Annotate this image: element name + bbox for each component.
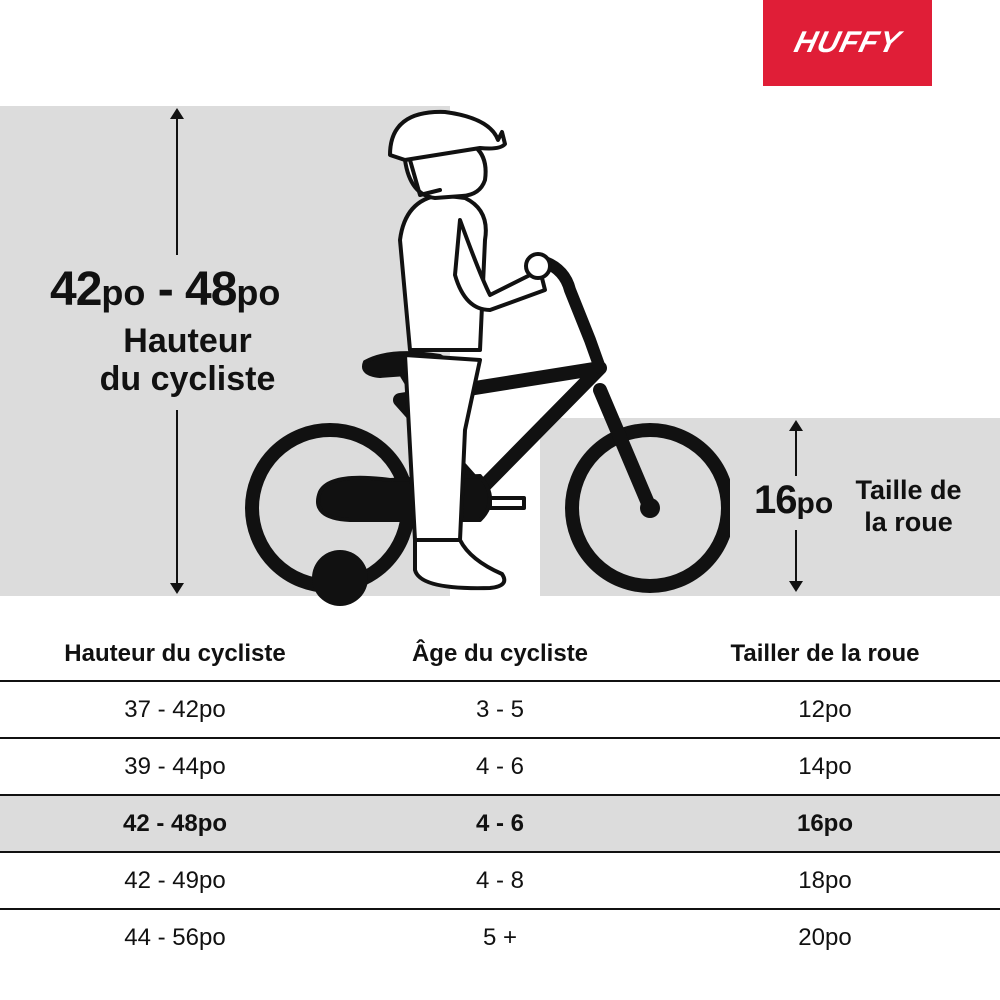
cell-wheel-size: 20po <box>798 923 852 951</box>
cell-rider-height: 42 - 48po <box>0 795 350 852</box>
rider-height-label: Hauteur du cycliste <box>99 322 276 398</box>
table-header-row <box>0 627 1000 681</box>
table-row <box>0 852 1000 909</box>
wheel-size-value: 16po <box>754 478 834 522</box>
cell-rider-age: 5 + <box>482 923 518 951</box>
table-row <box>0 738 1000 795</box>
table-row-highlighted <box>0 795 1000 852</box>
cell-wheel-size: 18po <box>650 852 1000 909</box>
child-with-bike-icon <box>240 100 730 610</box>
huffy-logo <box>763 0 932 86</box>
cell-rider-age: 4 - 6 <box>350 795 650 852</box>
cell-rider-age: 3 - 5 <box>350 681 650 738</box>
size-chart-table <box>0 627 1000 965</box>
cell-rider-age: 4 - 8 <box>350 852 650 909</box>
cell-rider-age: 4 - 6 <box>350 738 650 795</box>
rider-height-value: 42po - 48po <box>50 263 281 316</box>
header-rider-height: Hauteur du cycliste <box>0 627 350 681</box>
cell-wheel-size: 16po <box>650 795 1000 852</box>
header-wheel-size: Tailler de la roue <box>650 627 1000 681</box>
cell-wheel-size: 12po <box>650 681 1000 738</box>
cell-rider-height: 44 - 56po <box>124 923 226 951</box>
table-row <box>0 681 1000 738</box>
rider-height-arrow-top <box>176 110 178 255</box>
table-row <box>0 909 1000 965</box>
wheel-size-label: Taille de la roue <box>855 475 962 537</box>
cell-rider-height: 42 - 49po <box>0 852 350 909</box>
cell-rider-height: 39 - 44po <box>0 738 350 795</box>
wheel-size-arrow-bottom <box>795 530 797 590</box>
header-rider-age: Âge du cycliste <box>350 627 650 681</box>
cell-rider-height: 37 - 42po <box>0 681 350 738</box>
brand-name: HUFFY <box>791 26 905 59</box>
rider-height-arrow-bottom <box>176 410 178 592</box>
wheel-size-arrow-top <box>795 422 797 476</box>
cell-wheel-size: 14po <box>650 738 1000 795</box>
